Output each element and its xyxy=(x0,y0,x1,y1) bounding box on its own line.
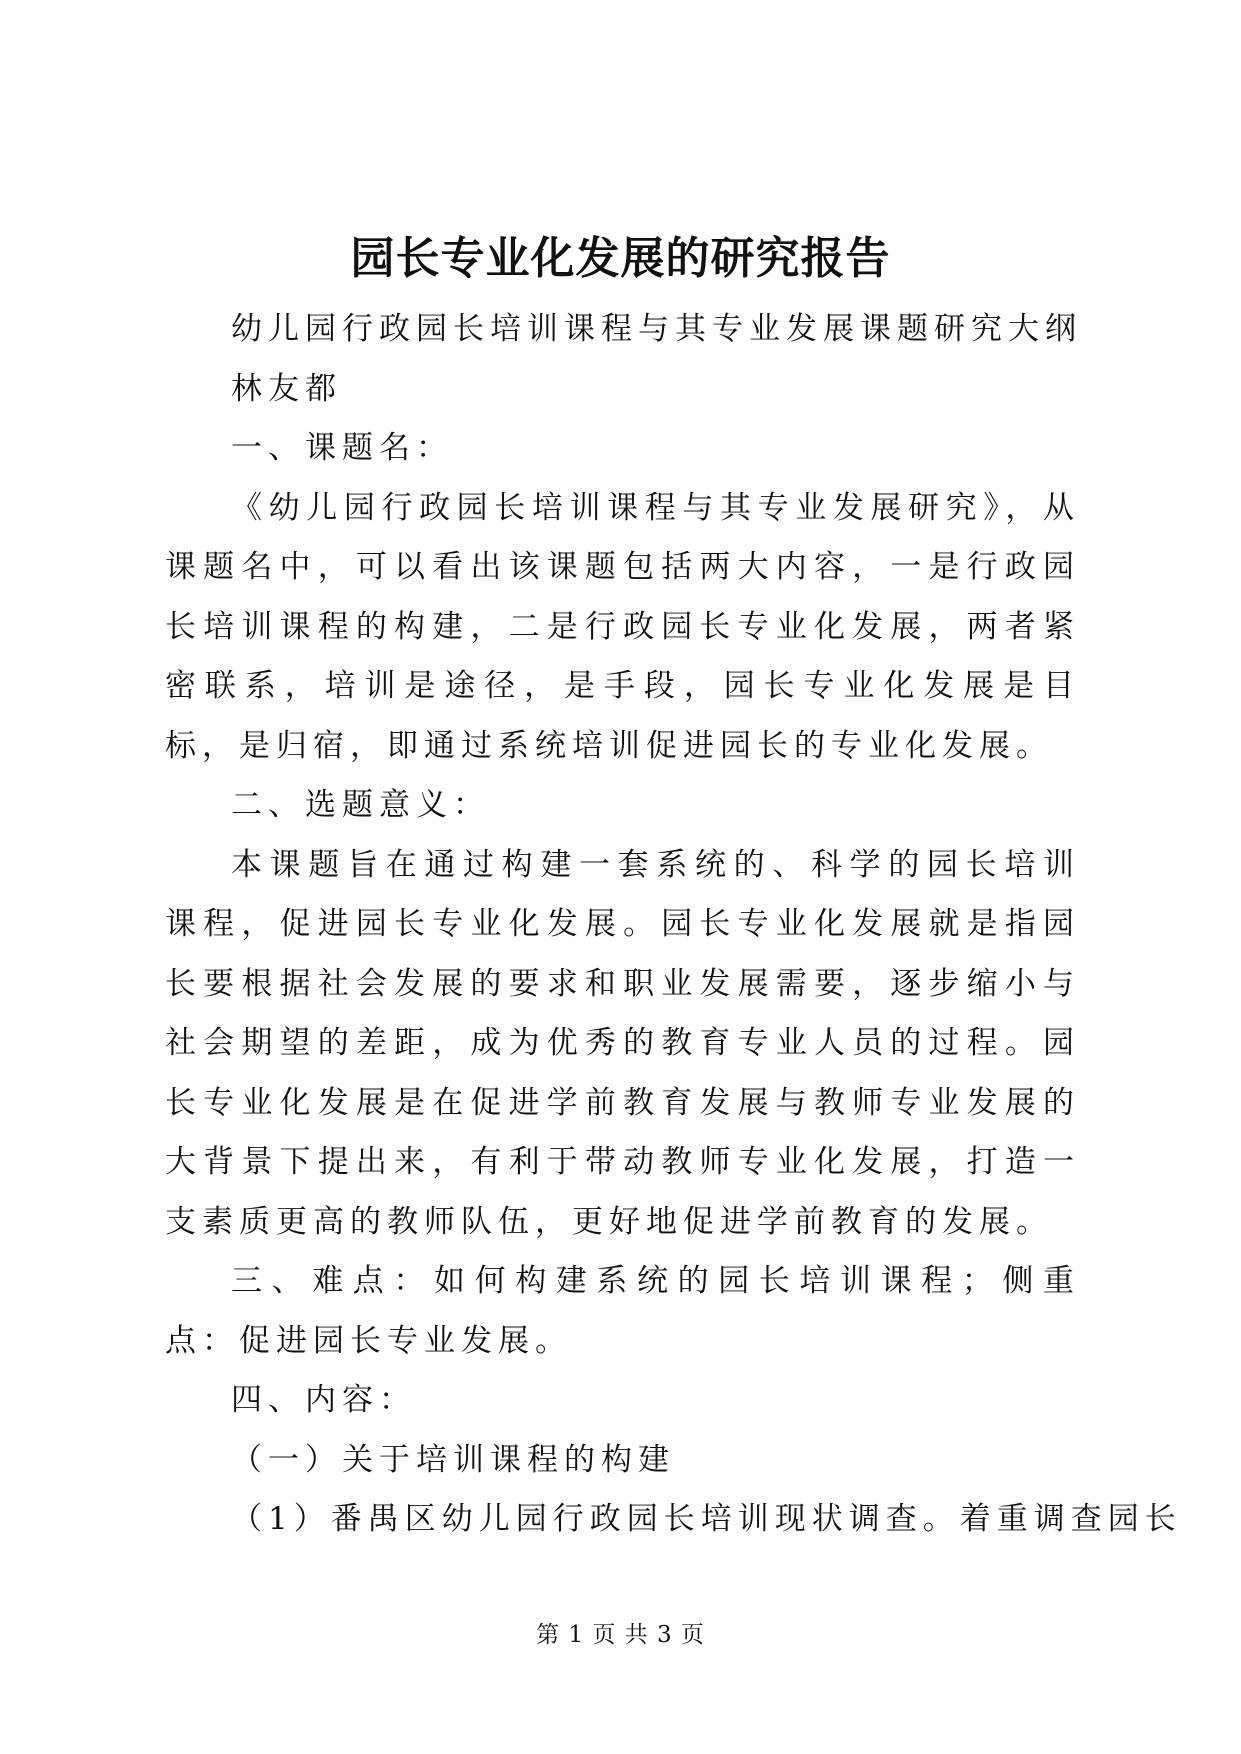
subsection-heading: （一）关于培训课程的构建 xyxy=(231,1441,675,1478)
document-title: 园长专业化发展的研究报告 xyxy=(350,233,891,284)
document-body xyxy=(165,300,1182,1550)
subtitle-paragraph: 幼儿园行政园长培训课程与其专业发展课题研究大纲 xyxy=(231,311,1082,347)
section-heading: 四、内容： xyxy=(231,1382,416,1418)
section-heading: 二、选题意义： xyxy=(231,787,490,823)
body-paragraph: 三、难点：如何构建系统的园长培训课程；侧重点：促进园长专业发展。 xyxy=(165,1263,1080,1359)
list-item: （1）番禺区幼儿园行政园长培训现状调查。着重调查园长 xyxy=(231,1501,1182,1537)
body-paragraph: 本课题旨在通过构建一套系统的、科学的园长培训课程，促进园长专业化发展。园长专业化发展就是指园长要根据社会发展的要求和职业发展需要，逐步缩小与社会期望的差距，成为优秀的教育专业人员的过程。园长专业化发展是在促进学前教育发展与教师专业发展的大背景下提出来，有利于带动教师专业化发展，打造一支素质更高的教师队伍，更好地促进学前教育的发展。 xyxy=(165,846,1080,1240)
section-heading: 一、课题名： xyxy=(231,430,453,466)
author-paragraph: 林友都 xyxy=(231,370,342,407)
body-paragraph: 《幼儿园行政园长培训课程与其专业发展研究》，从课题名中，可以看出该课题包括两大内容，一是行政园长培训课程的构建，二是行政园长专业化发展，两者紧密联系，培训是途径，是手段，园长专业化发展是目标，是归宿，即通过系统培训促进园长的专业化发展。 xyxy=(165,489,1080,764)
page-number-footer: 第 1 页 共 3 页 xyxy=(536,1622,705,1648)
